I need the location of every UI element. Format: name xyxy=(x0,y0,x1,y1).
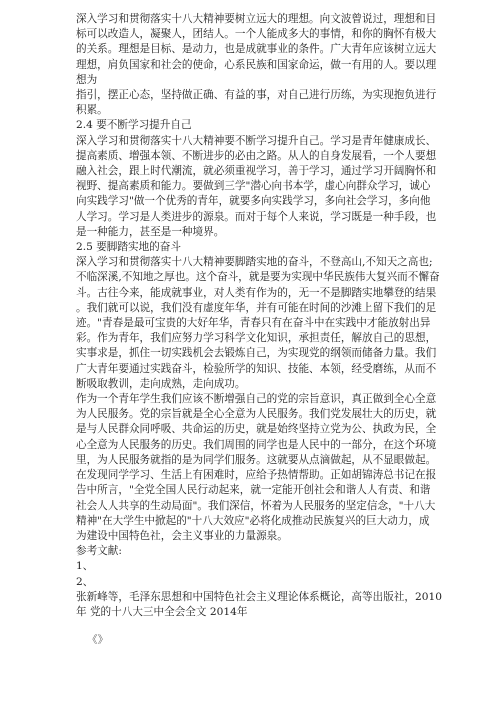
text-line: 人学习。学习是人类进步的源泉。而对于每个人来说，学习既是一种手段，也 xyxy=(76,210,437,223)
text-line: 彩。作为青年，我们应努力学习科学文化知识，承担责任，解放自己的思想， xyxy=(76,332,437,345)
text-line: 断吸取教训，走向成熟，走向成功。 xyxy=(76,377,246,390)
text-line: 广大青年要通过实践奋斗，检验所学的知识、技能、本领，经受磨练，从而不 xyxy=(76,362,437,375)
reference-item: 年 党的十八大三中全会全文 2014年 xyxy=(76,605,248,618)
section-2-4 xyxy=(76,118,446,240)
text-line: 的关系。理想是目标、是动力，也是成就事业的条件。广大青年应该树立远大 xyxy=(76,43,437,56)
text-line: 心全意为人民服务的历史。我们周围的同学也是人民中的一部分，在这个环境 xyxy=(76,438,437,451)
text-line: 深入学习和贯彻落实十八大精神要树立远大的理想。向文波曾说过，理想和目 xyxy=(76,13,437,25)
references-heading: 参考文献: xyxy=(76,545,122,558)
text-line: 是与人民群众同呼吸、共命运的历史，就是始终坚持立党为公、执政为民，全 xyxy=(76,423,437,436)
text-line: 深入学习和贯彻落实十八大精神要脚踏实地的奋斗，不登高山,不知天之高也; xyxy=(76,256,433,269)
text-line: 提高素质、增强本领、不断进步的必由之路。从人的自身发展看，一个人要想 xyxy=(76,149,437,162)
text-line: 里，为人民服务就指的是为同学们服务。这就要从点滴做起，从不显眼做起。 xyxy=(76,453,437,466)
reference-item: 张新峰等，毛泽东思想和中国特色社会主义理论体系概论，高等出版社，2010 xyxy=(76,590,442,603)
text-line: 在发现同学学习、生活上有困难时，应给予热情帮助。正如胡锦涛总书记在报 xyxy=(76,469,437,482)
text-line: 斗。古往今来，能成就事业，对人类有作为的，无一不是脚踏实地攀登的结果 xyxy=(76,286,437,299)
text-line: 社会人人共享的生动局面"。我们深信，怀着为人民服务的坚定信念，"十八大 xyxy=(76,499,436,512)
footer-mark: 《》 xyxy=(87,634,109,646)
text-line: 视野、提高素质和能力。要做到三学"潜心向书本学，虚心向群众学习，诚心 xyxy=(76,180,431,193)
text-line: 作为一个青年学生我们应该不断增强自己的党的宗旨意识，真正做到全心全意 xyxy=(76,393,437,406)
text-line: 告中所言，"全党全国人民行动起来，就一定能开创社会和谐人人有责、和谐 xyxy=(76,484,431,497)
text-line: 理想，肩负国家和社会的使命，心系民族和国家命运，做一有用的人。要以理 xyxy=(76,58,437,71)
text-line: 融入社会，跟上时代潮流，就必须重视学习，善于学习，通过学习开阔胸怀和 xyxy=(76,165,437,178)
section-heading: 2.5 要脚踏实地的奋斗 xyxy=(76,241,181,254)
text-line: 是一种能力，甚至是一种境界。 xyxy=(76,225,225,238)
document-page xyxy=(76,0,446,620)
text-line: 为人民服务。党的宗旨就是全心全意为人民服务。我们党发展壮大的历史，就 xyxy=(76,408,437,421)
text-line: 。我们就可以说，我们没有虚度年华，并有可能在时间的沙滩上留下我们的足 xyxy=(76,301,437,314)
text-line: 积累。 xyxy=(76,104,108,117)
references xyxy=(76,544,446,620)
text-line: 为建设中国特色社，会主义事业的力量源泉。 xyxy=(76,529,288,542)
text-line: 不临深溪,不知地之厚也。这个奋斗，就是要为实现中华民族伟大复兴而不懈奋 xyxy=(76,271,440,284)
text-line: 标可以改造人，凝聚人，团结人。一个人能成多大的事情，和你的胸怀有极大 xyxy=(76,28,437,41)
section-2-5 xyxy=(76,240,446,544)
text-line: 迹。"青春是最可宝贵的大好年华，青春只有在奋斗中在实践中才能放射出异 xyxy=(76,317,431,330)
text-line: 精神"在大学生中掀起的"十八大效应"必将化成推动民族复兴的巨大动力，成 xyxy=(76,514,430,527)
text-line: 向实践学习"做一个优秀的青年，就要多向实践学习，多向社会学习，多向他 xyxy=(76,195,431,208)
intro-paragraph xyxy=(76,0,446,118)
reference-item: 1、 xyxy=(76,560,94,573)
reference-item: 2、 xyxy=(76,575,94,588)
text-line: 实事求是，抓住一切实践机会去锻炼自己，为实现党的纲领而储备力量。我们 xyxy=(76,347,437,360)
section-heading: 2.4 要不断学习提升自己 xyxy=(76,119,192,132)
text-line: 指引，摆正心态，坚持做正确、有益的事，对自己进行历练，为实现抱负进行 xyxy=(76,89,437,102)
text-line: 深入学习和贯彻落实十八大精神要不断学习提升自己。学习是青年健康成长、 xyxy=(76,134,437,147)
text-line: 想为 xyxy=(76,73,98,86)
